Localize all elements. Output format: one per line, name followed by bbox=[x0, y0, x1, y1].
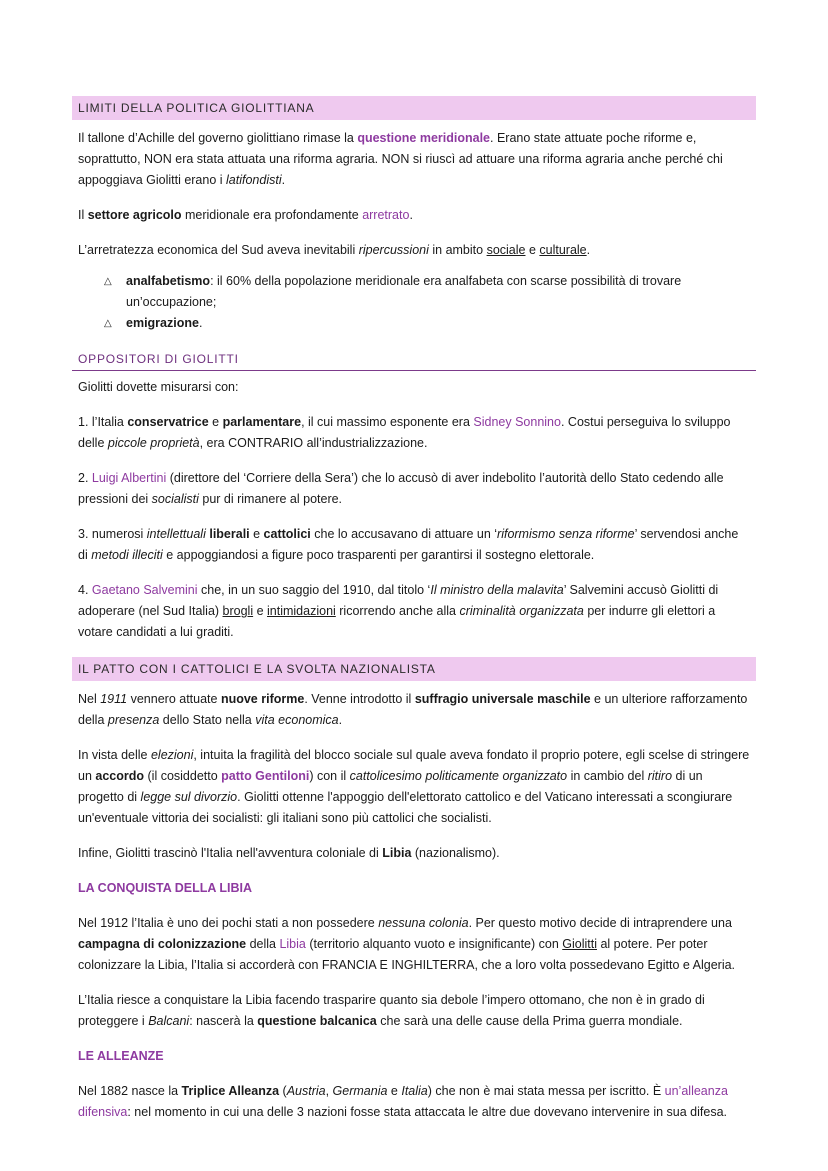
paragraph: Il settore agricolo meridionale era profondamente arretrato. bbox=[78, 208, 413, 222]
section-header-limiti: LIMITI DELLA POLITICA GIOLITTIANA bbox=[72, 96, 756, 120]
section-header-oppositori: OPPOSITORI DI GIOLITTI bbox=[72, 348, 756, 371]
list-item: 3. numerosi intellettuali liberali e cattolici che lo accusavano di attuare un ‘riformismo senza riforme’ servendosi anche di metodi illeciti e appoggiandosi a figure poco trasparenti per garantirsi il sostegno elettorale. bbox=[78, 527, 739, 562]
list-item: △ emigrazione. bbox=[102, 313, 756, 334]
paragraph: In vista delle elezioni, intuita la fragilità del blocco sociale sul quale aveva fondato il proprio potere, egli scelse di stringere un accordo (il cosiddetto patto Gentiloni) con il cattolicesimo politicamente organizzato in cambio del ritiro di un progetto di legge sul divorzio. Giolitti ottenne l'appoggio dell'elettorato cattolico e del Vaticano interessati a scongiurare un'eventuale vittoria dei socialisti: gli italiani sono più cattolici che socialisti. bbox=[78, 748, 750, 825]
section-header-patto: IL PATTO CON I CATTOLICI E LA SVOLTA NAZIONALISTA bbox=[72, 657, 756, 681]
paragraph: Nel 1911 vennero attuate nuove riforme. Venne introdotto il suffragio universale maschile e un ulteriore rafforzamento della presenza dello Stato nella vita economica. bbox=[78, 692, 748, 727]
list-item: △ analfabetismo: il 60% della popolazione meridionale era analfabeta con scarse possibilità di trovare un’occupazione; bbox=[102, 271, 756, 313]
paragraph: Il tallone d’Achille del governo giolittiano rimase la questione meridionale. Erano state attuate poche riforme e, soprattutto, NON era stata attuata una riforma agraria. NON si riuscì ad attuare una riforma agraria anche perché chi appoggiava Giolitti erano i latifondisti. bbox=[78, 131, 723, 187]
paragraph: Nel 1882 nasce la Triplice Alleanza (Austria, Germania e Italia) che non è mai stata messa per iscritto. È un’alleanza difensiva: nel momento in cui una delle 3 nazioni fosse stata attaccata le altre due dovevano intervenire in sua difesa. bbox=[78, 1084, 728, 1119]
list-item: 2. Luigi Albertini (direttore del ‘Corriere della Sera’) che lo accusò di aver indebolito l’autorità dello Stato cedendo alle pressioni dei socialisti pur di rimanere al potere. bbox=[78, 471, 724, 506]
paragraph: L’arretratezza economica del Sud aveva inevitabili ripercussioni in ambito sociale e culturale. bbox=[78, 243, 591, 257]
subheading-alleanze: LE ALLEANZE bbox=[78, 1049, 164, 1063]
bullet-icon: △ bbox=[104, 318, 112, 329]
bullet-list bbox=[72, 271, 756, 334]
paragraph: L’Italia riesce a conquistare la Libia facendo trasparire quanto sia debole l’impero ottomano, che non è in grado di proteggere i Balcani: nascerà la questione balcanica che sarà una delle cause della Prima guerra mondiale. bbox=[78, 993, 705, 1028]
document-page bbox=[72, 96, 756, 1137]
paragraph: Nel 1912 l’Italia è uno dei pochi stati a non possedere nessuna colonia. Per questo motivo decide di intraprendere una campagna di colonizzazione della Libia (territorio alquanto vuoto e insignificante) con Giolitti al potere. Per poter colonizzare la Libia, l’Italia si accorderà con FRANCIA E INGHILTERRA, che a loro volta possedevano Egitto e Algeria. bbox=[78, 916, 736, 972]
bullet-icon: △ bbox=[104, 276, 112, 287]
subheading-libia: LA CONQUISTA DELLA LIBIA bbox=[78, 881, 253, 895]
paragraph: Infine, Giolitti trascinò l'Italia nell'avventura coloniale di Libia (nazionalismo). bbox=[78, 846, 500, 860]
list-item: 4. Gaetano Salvemini che, in un suo saggio del 1910, dal titolo ‘Il ministro della malavita’ Salvemini accusò Giolitti di adoperare (nel Sud Italia) brogli e intimidazioni ricorrendo anche alla criminalità organizzata per indurre gli elettori a votare candidati a lui graditi. bbox=[78, 583, 719, 639]
list-item: 1. l’Italia conservatrice e parlamentare, il cui massimo esponente era Sidney Sonnino. Costui perseguiva lo sviluppo delle piccole proprietà, era CONTRARIO all’industrializzazione. bbox=[78, 415, 731, 450]
paragraph: Giolitti dovette misurarsi con: bbox=[78, 380, 239, 394]
